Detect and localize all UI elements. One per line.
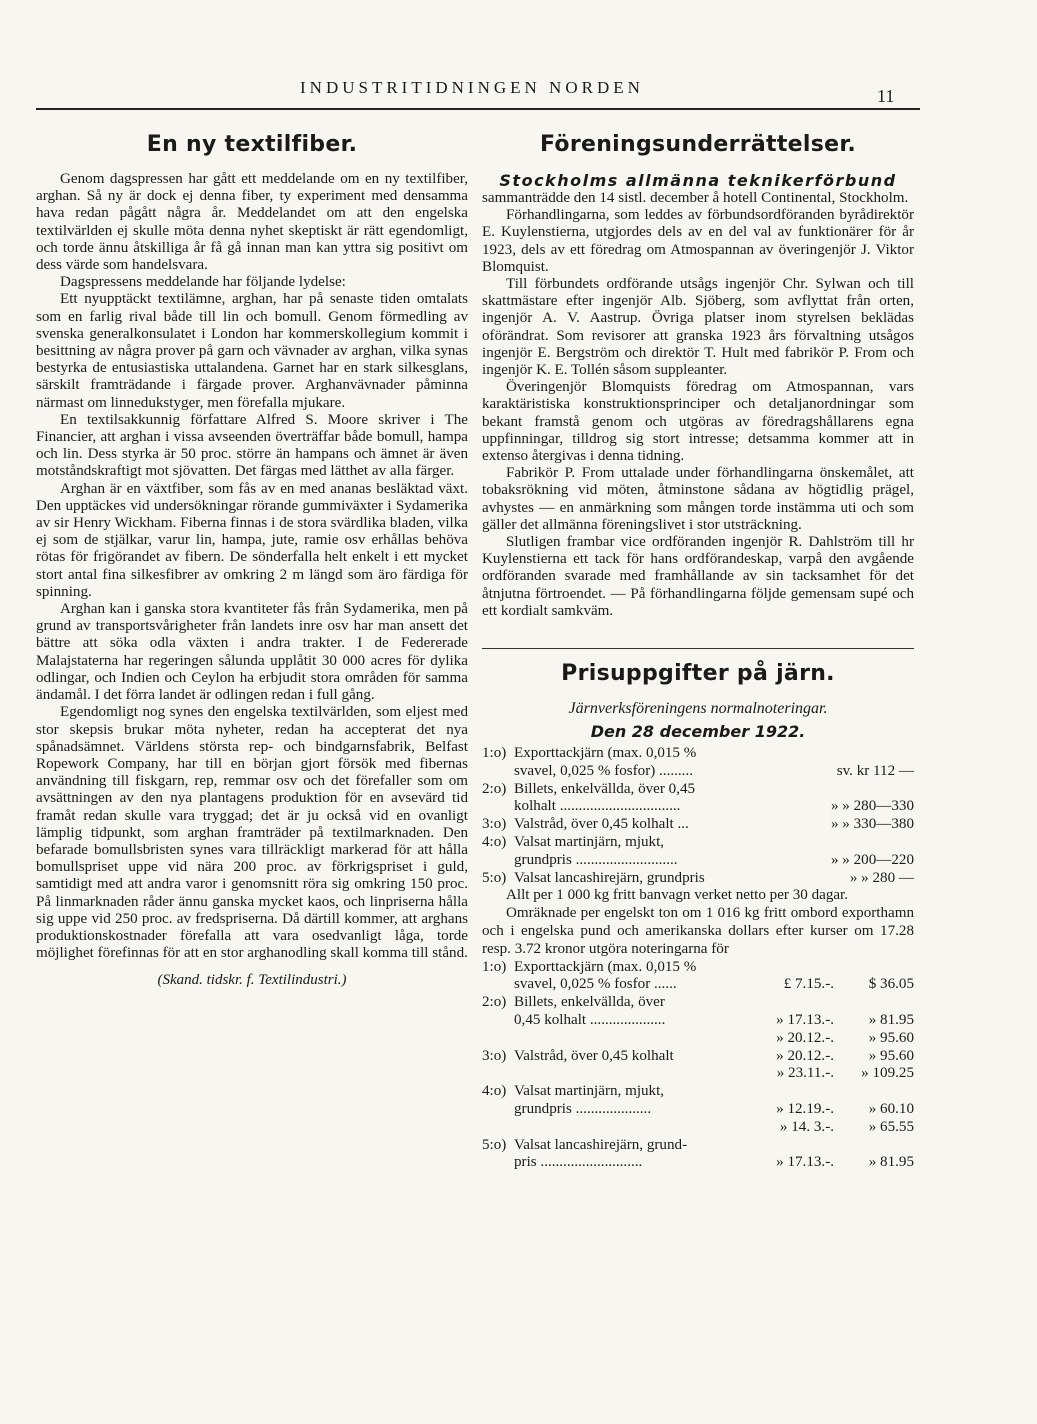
converted-price-list [482,959,914,1173]
gbp-value [744,1083,834,1101]
gbp-value [744,994,834,1012]
price-number: 1:o) [482,745,507,762]
header-rule [36,108,920,110]
paragraph: Arghan är en växtfiber, som fås av en med ananas besläktad växt. Den upptäckes vid undersökningar rörande gummiväxter i Sydamerika av sir Henry Wickham. Fiberna finnas i de stora svärdlika bladen, vilka ej som de stjälkar, varur lin, hampa, jute, ramie osv erhållas behöva rötas för frigörandet av fibern. De sönderfalla helt enkelt i ett mycket stort antal fina silkesfibrer av omkring 2 m längd som äro färdiga för spinning. [36,480,468,600]
price-desc: grundpris ........................... [514,851,678,868]
gbp-value: » 12.19.-. [776,1101,834,1118]
usd-value [834,959,914,977]
price-value: » » 280—330 [830,798,914,815]
running-head: INDUSTRITIDNINGEN NORDEN [300,78,644,97]
paragraph: Arghan kan i ganska stora kvantiteter fås från Sydamerika, men på grund av transportsvårigheter från landets inre osv har man ansett det bättre att söka odla växten i andra trakter. I de Federerade Malajstaterna har regeringen sålunda upplåtit 30 000 acres för dylika odlingar, och Indien och Ceylon ha erbjudit stora områden för samma ändamål. I det förra landet är odlingen redan i full gång. [36,601,468,704]
price-desc: Valstråd, över 0,45 kolhalt ... [514,816,689,833]
paragraph: Förhandlingarna, som leddes av förbundsordföranden byrådirektör E. Kuylenstierna, utgjordes dels av en del val av funktionärer för år 1923, dels av ett föredrag om Atmospannan av överingenjör J. Viktor Blomquist. [482,207,914,275]
price-desc: Billets, enkelvällda, över [514,994,665,1011]
price-number: 2:o) [482,780,507,797]
price-value: » » 280 — [849,869,914,886]
gbp-value: £ 7.15.-. [783,976,834,993]
paragraph: Fabrikör P. From uttalade under förhandlingarna önskemålet, att tobaksrökning vid möten, åtminstone sådana av högtidlig prägel, avhystes — en anmärkning som mången torde instämma uti och som gäller det allmänna föreningslivet i stor utsträckning. [482,465,914,533]
paragraph: Genom dagspressen har gått ett meddelande om en ny textilfiber, arghan. Så ny är dock ej denna fiber, ty experiment med densamma hava redan pågått några år. Meddelandet om att den engelska textilvärlden ej skulle möta denna nyhet skeptiskt är rätt egendomligt, och torde ännu åtskilliga år få gå innan man kan yttra sig positivt om dess värde som handelsvara. [36,171,468,274]
usd-value [834,1137,914,1155]
price-desc: grundpris .................... [514,1101,652,1118]
price-desc: Valsat lancashirejärn, grundpris [514,869,705,886]
price-desc [514,1119,734,1137]
usd-value: » 60.10 [868,1101,914,1118]
price-number: 1:o) [482,958,507,975]
price-number: 4:o) [482,1083,507,1100]
price-number: 4:o) [482,834,507,851]
price-date: Den 28 december 1922. [590,722,806,742]
price-desc [514,1030,734,1048]
price-desc: pris ........................... [514,1154,643,1171]
gbp-value [744,1137,834,1155]
price-number: 3:o) [482,1047,507,1064]
usd-value [834,994,914,1012]
gbp-value: » 20.12.-. [776,1047,834,1064]
price-desc: Exporttackjärn (max. 0,015 % [514,745,697,762]
price-desc: Exporttackjärn (max. 0,015 % [514,958,697,975]
article-title: En ny textilfiber. [146,132,358,157]
usd-value: » 65.55 [868,1118,914,1135]
paragraph: Dagspressens meddelande har följande lydelse: [60,274,346,291]
paragraph: sammanträdde den 14 sistl. december å hotell Continental, Stockholm. [482,190,909,206]
usd-value: » 95.60 [868,1029,914,1046]
gbp-value: » 17.13.-. [776,1012,834,1029]
society-name: Stockholms allmänna teknikerförbund [499,171,897,190]
price-title: Prisuppgifter på järn. [561,661,835,687]
paragraph: Till förbundets ordförande utsågs ingenjör Chr. Sylwan och till skattmästare efter ingenjör Alb. Sjöberg, som avflyttat från orten, ingenjör A. V. Aastrup. Övriga platser inom styrelsen beklädas oförändrat. Som revisorer att granska 1923 års förvaltning utsågos ingenjör E. Bergström och direktör T. Hult med fabrikör P. From och ingenjör K. E. Tollén såsom suppleanter. [482,276,914,379]
price-value: » » 200—220 [830,851,914,868]
price-note: Allt per 1 000 kg fritt banvagn verket netto per 30 dagar. [506,887,849,904]
gbp-value [744,959,834,977]
price-desc: 0,45 kolhalt .................... [514,1012,666,1029]
paragraph: Slutligen frambar vice ordföranden ingenjör R. Dahlström till hr Kuylenstierna ett tack för hans ordförandeskap, varpå den avgående ordföranden svarade med framhållande av sin tacksamhet för det åtnjutna förtroendet. — På förhandlingarna följde gemensam supé och ett kordialt samkväm. [482,534,914,619]
usd-value [834,1083,914,1101]
price-desc: svavel, 0,025 % fosfor ...... [514,976,677,993]
price-subtitle: Järnverksföreningens normalnoteringar. [568,700,828,718]
price-value [764,745,914,763]
price-number: 5:o) [482,869,507,886]
price-desc: Valstråd, över 0,45 kolhalt [514,1047,674,1064]
paragraph: Ett nyupptäckt textilämne, arghan, har på senaste tiden omtalats som en farlig rival både till lin och bomull. Genom förmedling av svenska generalkonsulatet i London har kommerskollegium kommit i besittning av några prover på garn och vävnader av arghan, vilka synas bestyrka de entusiastiska uttalandena. Garnet har en stark silkesglans, särskilt framträdande i färgade prover. Arghanvävnader påminna närmast om linnedukstyger, men förefalla mjukare. [36,291,468,411]
price-desc [514,1065,734,1083]
article-body [36,171,468,962]
gbp-value: » 14. 3.-. [779,1118,834,1135]
price-value: » » 330—380 [830,816,914,833]
price-desc: svavel, 0,025 % fosfor) ......... [514,762,693,779]
price-notes [482,887,914,958]
usd-value: » 81.95 [868,1012,914,1029]
paragraph: Egendomligt nog synes den engelska textilvärlden, som eljest med stor skepsis brukar möta nyheter, redan ha accepterat det nya spånadsämnet. Världens största rep- och bindgarnsfabrik, Belfast Ropework Company, har till en början gjort försök med fibernas användning till fiskgarn, rep, remmar osv och det förefaller som om avsättningen av den nya plantagens produktion för en avsevärd tid framåt redan skulle vara tryggad; det är ju också vid en ovanligt lämplig tidpunkt, som arghan framträder på textilmarknaden. Den befarade bomullsbristen synes vara tillräckligt markerad för att hålla bomullspriset uppe vid nära 200 proc. av förkrigspriset i guld, samtidigt med att andra varor i genomsnitt röra sig omkring 150 proc. På linmarknaden råder ännu ganska mycket kaos, och linpriserna hålla sig uppe vid 250 proc. av fredspriserna. Då därtill kommer, att arghans produktionskostnader förefalla att vara osedvanligt låga, torde möjlighet förefinnas för att en stor arghanodling skall komma till stånd. [36,704,468,962]
usd-value: » 109.25 [861,1065,914,1082]
price-note: Omräknade per engelskt ton om 1 016 kg fritt ombord exporthamn och i engelska pund och amerikanska dollars efter kurser om 17.28 resp. 3.72 kronor utgöra noteringarna för [482,905,914,957]
paragraph: Överingenjör Blomquists föredrag om Atmospannan, vars karaktäristiska konstruktionsprinciper och detaljanordningar som bekant framstå genom och utgöras av föredragshållarens egna uppfinningar, tilldrog sig stort intresse; detsamma kommer att in extenso återgivas i denna tidning. [482,379,914,465]
paragraph: En textilsakkunnig författare Alfred S. Moore skriver i The Financier, att arghan i vissa avseenden överträffar både bomull, hampa och lin. Dess styrka är 50 proc. större än hampans och ämnet är även motståndskraftigt mot sjövatten. Det färgas med lätthet av alla färger. [36,411,468,480]
section-title: Föreningsunderrättelser. [539,132,857,157]
price-desc: Valsat martinjärn, mjukt, [514,1083,665,1100]
right-column [482,120,914,1172]
usd-value: » 81.95 [868,1154,914,1171]
price-desc: Valsat martinjärn, mjukt, [514,834,665,851]
price-list [482,745,914,887]
price-value [764,781,914,799]
society-report [482,190,914,620]
price-desc: Billets, enkelvällda, över 0,45 [514,780,696,797]
gbp-value: » 20.12.-. [776,1029,834,1046]
gbp-value: » 23.11.-. [776,1065,834,1082]
price-value: sv. kr 112 — [836,762,914,779]
price-number: 2:o) [482,994,507,1011]
price-desc: Valsat lancashirejärn, grund- [514,1136,688,1153]
price-number: 3:o) [482,816,507,833]
usd-value: » 95.60 [868,1047,914,1064]
source-credit: (Skand. tidskr. f. Textilindustri.) [157,972,347,989]
price-value [764,834,914,852]
price-desc: kolhalt ................................ [514,798,681,815]
gbp-value: » 17.13.-. [776,1154,834,1171]
section-separator [482,648,914,649]
left-column [36,120,468,989]
price-number: 5:o) [482,1136,507,1153]
page-number: 11 [877,86,895,106]
usd-value: $ 36.05 [868,976,914,993]
